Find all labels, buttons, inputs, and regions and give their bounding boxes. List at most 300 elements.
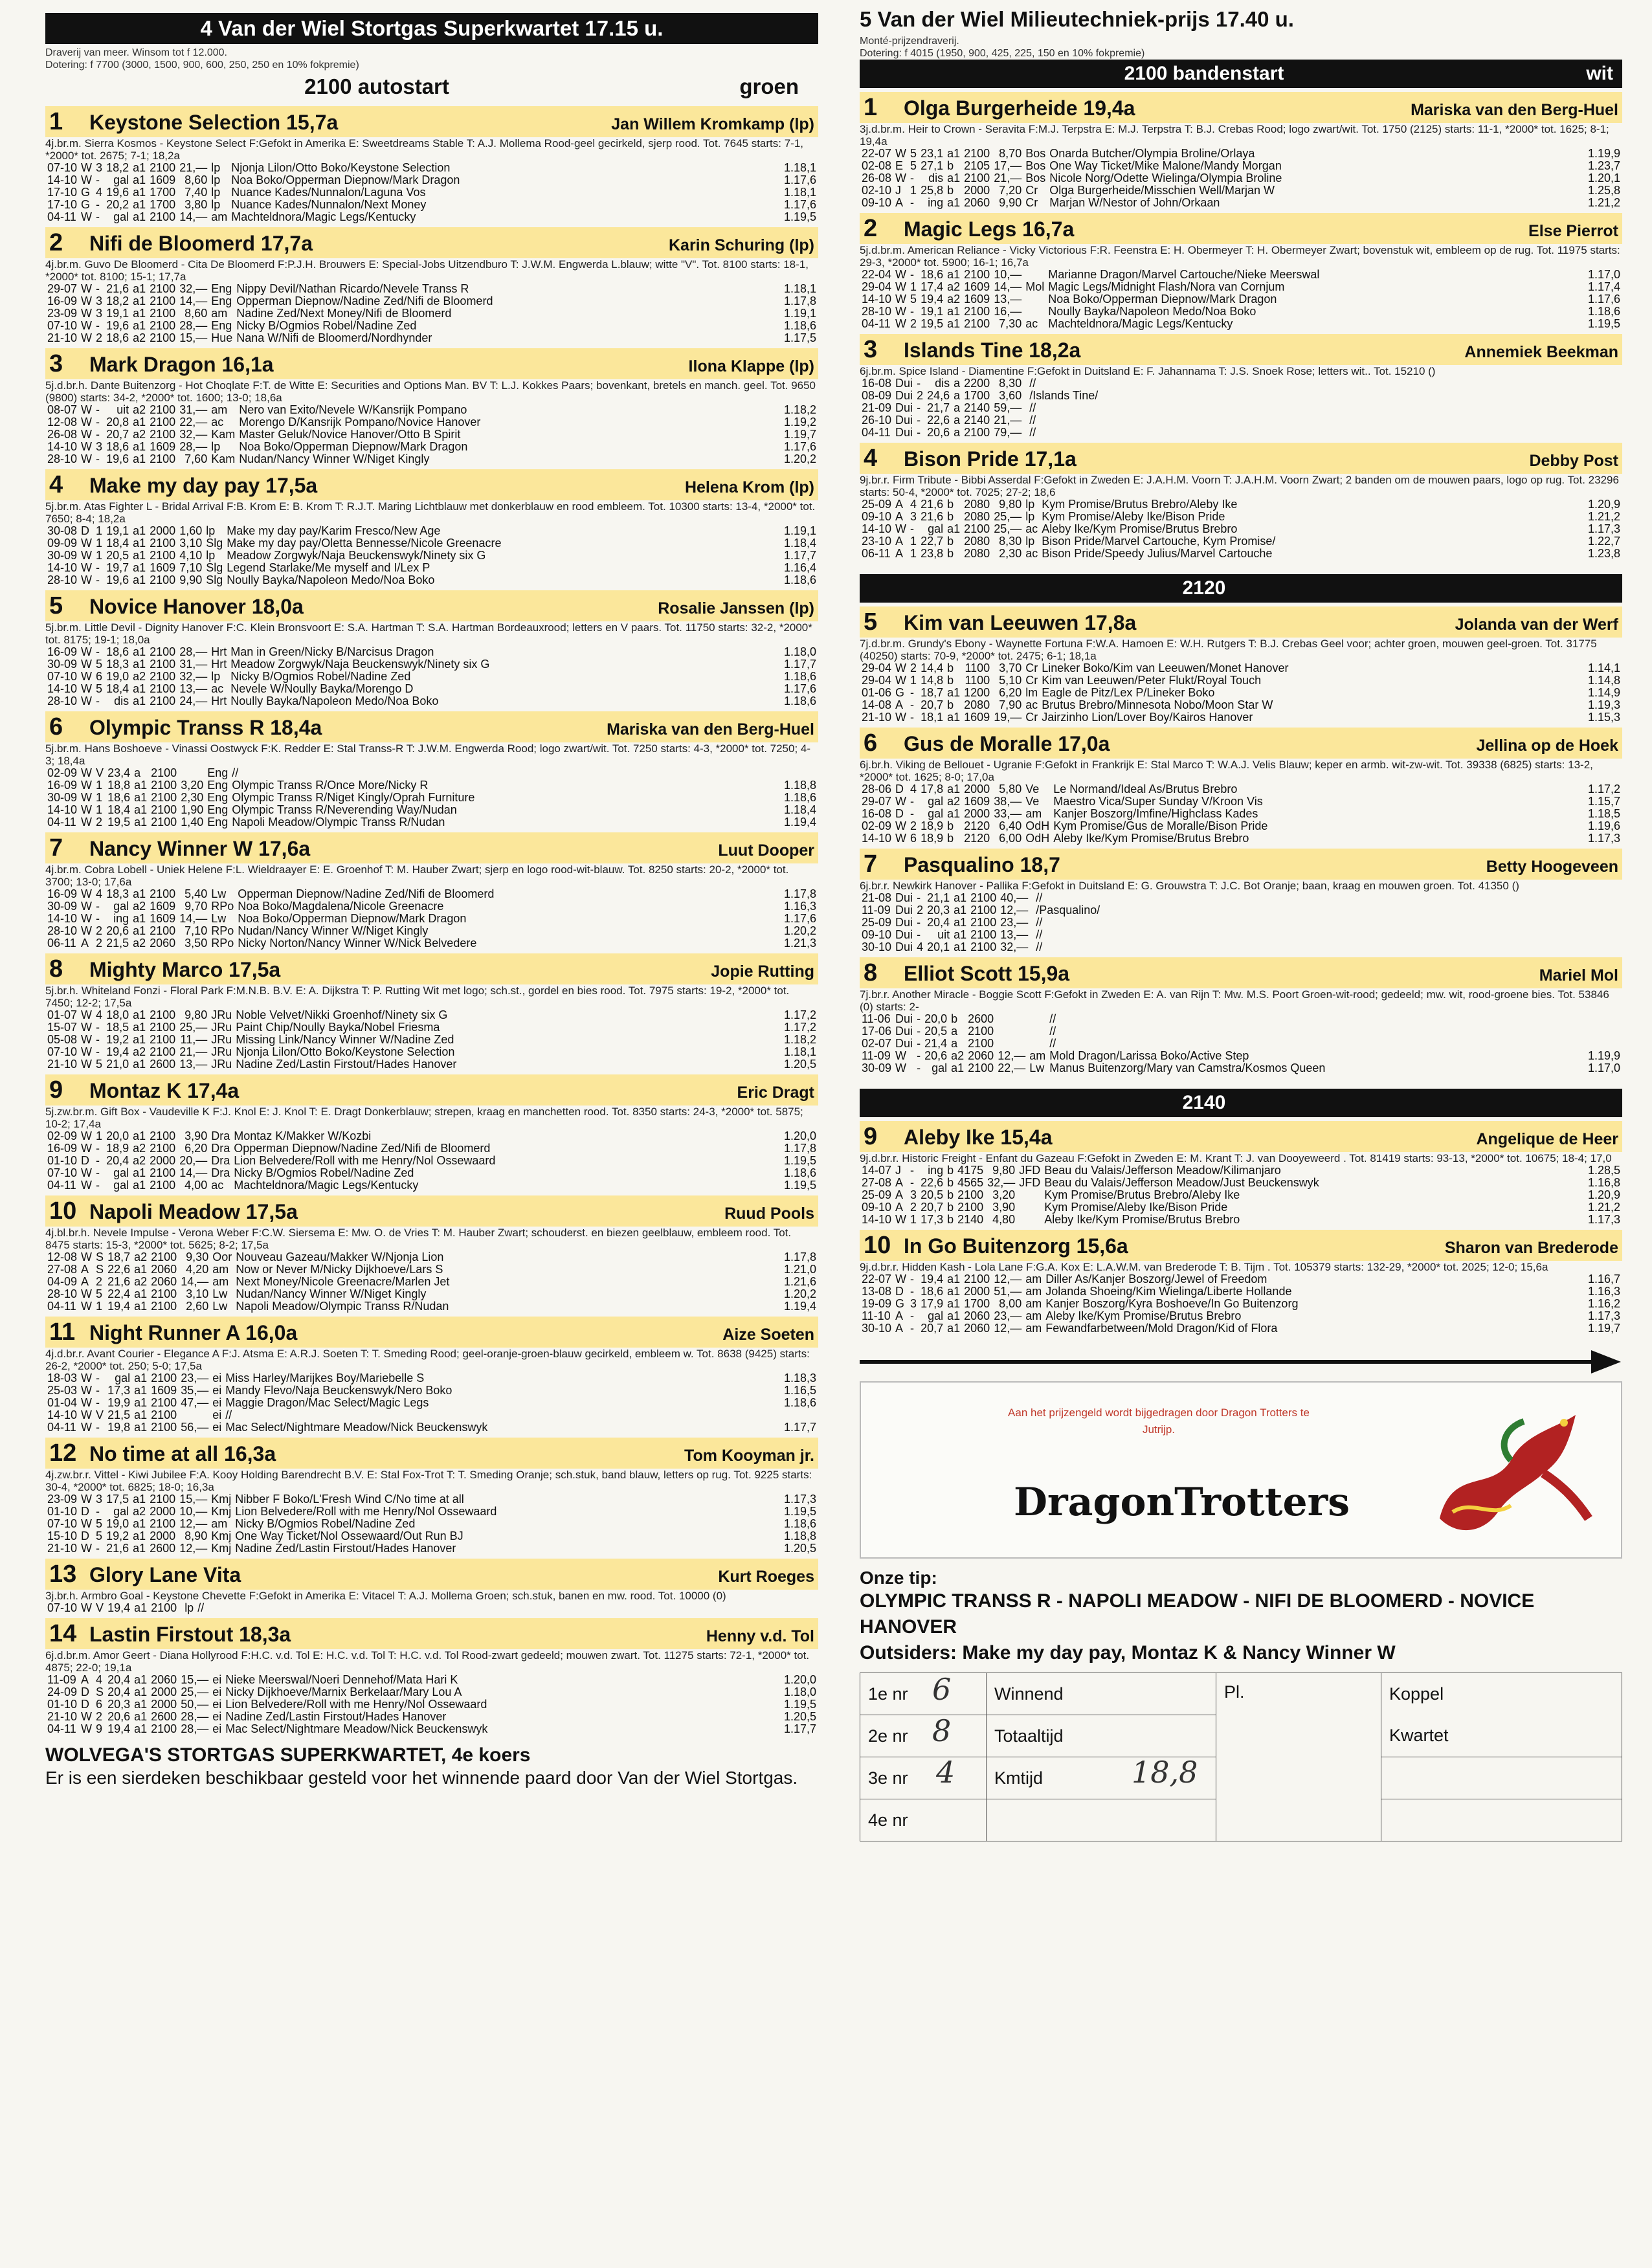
race-history-cell: A	[895, 698, 904, 711]
race-history-cell: 1.21,0	[783, 1263, 816, 1276]
race-history-cell: Slg	[206, 537, 223, 550]
driver-name: Jolanda van der Werf	[1455, 616, 1618, 634]
race-history-cell: 12,—	[994, 1273, 1022, 1285]
race-history-cell: 1.18,4	[783, 537, 816, 550]
race-history-cell: gal	[113, 210, 129, 223]
race-history-row	[45, 404, 818, 416]
race-history-cell: 14-10	[862, 522, 892, 535]
race-history-cell: 7,10	[184, 924, 208, 937]
race-history-cell: -	[96, 173, 100, 186]
race-history-cell: lp	[211, 670, 221, 683]
race-history-cell: 2100	[151, 1287, 177, 1300]
race-history-cell: Eagle de Pitz/Lex P/Lineker Boko	[1042, 686, 1215, 699]
race-history-cell: 19,4	[921, 1273, 944, 1285]
race-history-cell: 5	[96, 682, 103, 695]
race-history-cell: 1100	[965, 662, 990, 674]
race-history-row	[860, 148, 1622, 160]
race-history-cell: ac	[1025, 317, 1038, 330]
race-history-cell: 16-09	[47, 645, 78, 658]
race-history-cell: 22-04	[862, 268, 892, 281]
race-history-cell: 2100	[150, 537, 176, 550]
race-history-cell	[1618, 904, 1622, 917]
race-history-cell: W	[81, 816, 93, 828]
horse-number: 3	[864, 336, 878, 363]
race-history-row	[45, 1421, 818, 1434]
horse-number: 3	[49, 350, 63, 377]
horse-number: 4	[864, 445, 878, 472]
race-history-cell: a2	[133, 403, 146, 416]
race-history-cell: 23-09	[47, 307, 78, 320]
race-history-cell: 7,60	[184, 452, 208, 465]
race-history-cell: lp	[1025, 510, 1035, 523]
race-history-cell: 3	[96, 440, 103, 453]
race-history-row	[860, 377, 1622, 390]
race-history-cell: 30-09	[862, 1062, 892, 1074]
horse-header	[45, 1438, 818, 1469]
driver-name: Kurt Roeges	[718, 1568, 814, 1586]
race-history-cell: W	[895, 522, 907, 535]
race-history-cell: a1	[134, 1421, 148, 1434]
race-history-cell: b	[947, 510, 954, 523]
horse-pedigree: 6j.br.m. Spice Island - Diamentine F:Gefokt in Duitsland E: F. Jahannama T: J.S. Snoek Rose; letters wit.. Tot. 15210 ()	[860, 365, 1436, 377]
race-history-cell: 1.19,9	[1587, 1049, 1620, 1062]
race-history-cell: 2600	[968, 1012, 994, 1025]
horse-name: Pasqualino 18,7	[904, 853, 1060, 876]
race-history-cell: 17,3	[921, 1213, 944, 1226]
race-history-cell: Mac Select/Nightmare Meadow/Nick Beuckenswyk	[225, 1421, 488, 1434]
race-history-cell: W	[81, 1142, 93, 1155]
section-spacer	[860, 561, 1622, 574]
race-history-cell: 2100	[151, 1396, 177, 1409]
race-history-cell: D	[895, 1285, 904, 1298]
race-history-table	[45, 525, 818, 586]
race-history-cell: Missing Link/Nancy Winner W/Nadine Zed	[236, 1033, 454, 1046]
race-history-cell: 20,4	[107, 1673, 131, 1686]
race-history-cell: 14-10	[47, 803, 78, 816]
race-history-cell: 18,1	[921, 711, 944, 724]
race-history-cell: Machteldnora/Magic Legs/Kentucky	[234, 1179, 419, 1192]
race-history-cell: 4	[910, 783, 917, 795]
race-history-cell: J	[895, 184, 902, 197]
race-history-cell: //	[1029, 426, 1036, 439]
race-history-cell: 1.17,3	[1587, 1309, 1620, 1322]
race-history-cell: 6,20	[999, 686, 1022, 699]
race-history-cell: 2100	[150, 331, 176, 344]
horse-header	[45, 1195, 818, 1227]
race-history-cell: Hrt	[211, 645, 227, 658]
race-history-cell: Dui	[895, 940, 913, 953]
race-history-row	[860, 1322, 1622, 1335]
race-history-cell: 1609	[150, 561, 176, 574]
race-history-cell: 5	[96, 1058, 103, 1071]
race-history-cell: 20,7	[106, 428, 129, 441]
race-history-row	[45, 1698, 818, 1711]
results-koppel: Koppel	[1381, 1673, 1622, 1715]
race-history-cell: 56,—	[181, 1421, 209, 1434]
race-history-cell: 1.18,8	[783, 779, 816, 792]
race-history-cell: a1	[134, 1372, 148, 1384]
race-history-cell: 1.16,7	[1587, 1273, 1620, 1285]
race-history-cell: 21,6	[921, 498, 944, 511]
race-history-cell: Noa Boko/Opperman Diepnow/Mark Dragon	[239, 440, 468, 453]
race-history-cell: Machteldnora/Magic Legs/Kentucky	[231, 210, 416, 223]
race-history-cell: Nudan/Nancy Winner W/Niget Kingly	[239, 452, 430, 465]
race-history-row	[45, 537, 818, 550]
race-history-cell: 16-09	[47, 779, 78, 792]
race-history-cell: 2100	[151, 803, 177, 816]
race-history-cell: 2000	[964, 783, 990, 795]
race-history-cell: 1.17,5	[783, 331, 816, 344]
race-history-cell: W	[895, 268, 907, 281]
horse-pedigree: 5j.zw.br.m. Gift Box - Vaudeville K F:J. Knol E: J. Knol T: E. Dragt Donkerblauw; strepen, kraag en manchetten rood. Tot. 8350 starts: 24-3, *2000* tot. 5875; 10-2; 17,4a	[45, 1106, 803, 1130]
start-color: wit	[1586, 63, 1613, 84]
race-history-cell: 1.16,3	[1587, 1285, 1620, 1298]
horse-entry	[860, 957, 1622, 1074]
race-history-cell: W	[81, 1300, 93, 1313]
race-history-cell: 15-10	[47, 1529, 78, 1542]
race-history-cell: 2140	[964, 414, 990, 427]
race-history-cell: 28-06	[862, 783, 892, 795]
race-history-cell: -	[96, 1021, 100, 1034]
race-history-cell: 1.17,3	[1587, 1213, 1620, 1226]
race-history-cell: 4	[96, 186, 103, 199]
race-history-cell: -	[917, 1037, 921, 1050]
race-history-row	[860, 1189, 1622, 1201]
race-history-cell: 25-03	[47, 1384, 78, 1397]
race-history-cell: W	[895, 1049, 907, 1062]
race-history-row	[860, 832, 1622, 845]
race-history-cell: 27-08	[47, 1263, 78, 1276]
handwritten-3: 4	[936, 1755, 955, 1790]
race-history-cell: 4	[96, 1673, 103, 1686]
race-history-cell: W	[81, 1710, 93, 1723]
race-history-cell: 2100	[150, 1045, 176, 1058]
horse-name: In Go Buitenzorg 15,6a	[904, 1234, 1128, 1258]
handwritten-kmtijd: 18,8	[1132, 1755, 1198, 1790]
race-history-cell: 3	[96, 1493, 103, 1506]
race-history-row	[860, 414, 1622, 427]
race-history-row	[45, 307, 818, 320]
race-history-row	[860, 511, 1622, 523]
race-history-cell: 21,4	[924, 1037, 948, 1050]
race-history-cell: 1.21,2	[1587, 1201, 1620, 1214]
results-row	[860, 1673, 1622, 1715]
race-history-cell: 2080	[964, 498, 990, 511]
race-history-cell: 2100	[150, 549, 176, 562]
race-history-cell: Kam	[211, 452, 236, 465]
race-history-cell: 2000	[151, 1698, 177, 1711]
race-history-cell: D	[81, 1154, 90, 1167]
race-history-cell: 19,5	[107, 816, 131, 828]
race-history-cell: S	[96, 1685, 104, 1698]
race-history-cell: 2100	[957, 1188, 984, 1201]
race-history-cell	[996, 1038, 1027, 1050]
race-history-row	[45, 1723, 818, 1735]
race-history-table	[860, 1164, 1622, 1226]
race-history-cell: 2100	[150, 573, 176, 586]
race-history-cell: 21,—	[179, 161, 208, 174]
race-history-cell: 2120	[964, 819, 990, 832]
race-history-cell: Kym Promise/Gus de Moralle/Bison Pride	[1053, 819, 1268, 832]
race-history-cell: 2100	[970, 916, 997, 929]
race-history-cell: 09-10	[862, 510, 892, 523]
race-history-cell: gal	[113, 1166, 129, 1179]
race-history-cell: 21,1	[927, 891, 950, 904]
race-history-cell: Jairzinho Lion/Lover Boy/Kairos Hanover	[1042, 711, 1253, 724]
race-history-row	[45, 1251, 818, 1263]
horse-number: 8	[864, 959, 878, 986]
race-history-cell: a1	[133, 1166, 146, 1179]
race-history-cell: 18,7	[921, 686, 944, 699]
race-history-cell: 1.20,9	[1587, 498, 1620, 511]
horse-number: 14	[49, 1620, 77, 1647]
driver-name: Karin Schuring (lp)	[669, 236, 814, 254]
race-history-cell: 2100	[151, 791, 177, 804]
race-history-cell: 2060	[964, 196, 990, 209]
race-4-title: 4 Van der Wiel Stortgas Superkwartet 17.15 u.	[200, 16, 664, 40]
race-history-cell: 18,4	[107, 803, 131, 816]
race-history-cell: a2	[951, 1049, 965, 1062]
race-history-cell: 13,—	[179, 682, 208, 695]
race-history-cell: 19,0	[106, 1517, 129, 1530]
horse-header	[860, 92, 1622, 123]
race-history-cell: 2100	[150, 307, 176, 320]
race-history-row	[860, 892, 1622, 904]
right-section-list	[860, 60, 1622, 1335]
race-history-cell: 07-10	[47, 1045, 78, 1058]
race-history-cell: W	[81, 924, 93, 937]
race-history-cell: 7,30	[999, 317, 1022, 330]
race-history-cell: 18,9	[921, 832, 944, 845]
race-history-row	[860, 523, 1622, 535]
race-history-cell: //	[1036, 940, 1043, 953]
race-history-cell: 2	[910, 819, 917, 832]
race-history-cell: -	[96, 912, 100, 925]
race-history-row	[45, 295, 818, 307]
horse-header	[860, 1230, 1622, 1261]
horse-name: Nifi de Bloomerd 17,7a	[89, 232, 313, 255]
horse-pedigree: 6j.br.r. Newkirk Hanover - Pallika F:Gefokt in Duitsland E: G. Grouwstra T: J.C. Bot Oranje; baan, kraag en mouwen groen. Tot. 41350 ()	[860, 880, 1519, 892]
race-history-row	[860, 1310, 1622, 1322]
race-history-cell: 32,—	[179, 428, 208, 441]
race-history-cell: 8,60	[184, 307, 208, 320]
race-history-cell: -	[96, 645, 100, 658]
race-history-cell: JRu	[211, 1033, 232, 1046]
race-history-cell: 20,0	[924, 1012, 948, 1025]
horse-name: Montaz K 17,4a	[89, 1079, 240, 1102]
race-history-cell: 18,0	[106, 1008, 129, 1021]
race-history-cell: 2,30	[181, 791, 204, 804]
race-history-cell: b	[947, 832, 954, 845]
horse-entry	[45, 469, 818, 586]
race-history-cell: Nicky B/Ogmios Robel/Nadine Zed	[230, 670, 411, 683]
race-history-cell: 20,5	[924, 1025, 948, 1038]
race-history-cell: A	[895, 498, 904, 511]
race-history-cell: W	[895, 147, 907, 160]
race-history-cell: b	[947, 1164, 954, 1177]
race-history-cell: 22,—	[179, 416, 208, 428]
race-history-cell: a1	[133, 416, 146, 428]
race-history-cell: 1.18,0	[783, 1685, 816, 1698]
driver-name: Henny v.d. Tol	[706, 1627, 814, 1645]
race-history-cell: Next Money/Nicole Greenacre/Marlen Jet	[236, 1275, 450, 1288]
race-history-cell	[1618, 427, 1622, 439]
horse-name: Novice Hanover 18,0a	[89, 595, 304, 618]
horse-number: 4	[49, 471, 63, 498]
race-history-cell: 2100	[151, 1300, 177, 1313]
race-history-cell	[1017, 1201, 1042, 1214]
race-history-cell: Nadine Zed/Lastin Firstout/Hades Hanover	[225, 1710, 447, 1723]
race-history-cell: a1	[134, 816, 148, 828]
race-history-cell: V	[96, 766, 104, 779]
race-history-cell: 24,6	[927, 389, 950, 402]
race-history-cell: a1	[134, 1396, 148, 1409]
race-history-cell: 1.17,8	[783, 1251, 816, 1263]
race-history-cell: Bos	[1025, 172, 1046, 184]
race-history-cell: 8,70	[999, 147, 1022, 160]
race-history-cell: Dra	[211, 1129, 230, 1142]
race-history-cell: 8,30	[999, 377, 1022, 390]
horse-header	[860, 334, 1622, 365]
race-history-cell: 18,4	[106, 682, 129, 695]
race-history-cell: 2100	[964, 268, 990, 281]
race-history-cell: W	[81, 1287, 93, 1300]
race-history-cell: 23,—	[1000, 916, 1029, 929]
race-history-cell: 7,10	[179, 561, 203, 574]
race-history-cell: 14,—	[181, 1275, 209, 1288]
horse-name: Olympic Transs R 18,4a	[89, 716, 322, 739]
horse-header	[45, 953, 818, 984]
race-history-cell: Noa Boko/Opperman Diepnow/Mark Dragon	[1048, 293, 1277, 306]
race-history-cell	[1618, 892, 1622, 904]
race-history-cell: a1	[133, 1529, 146, 1542]
horse-entry	[45, 711, 818, 828]
driver-name: Sharon van Brederode	[1444, 1239, 1618, 1257]
race-history-cell: 2100	[964, 305, 990, 318]
race-history-cell: -	[96, 1154, 100, 1167]
race-history-cell: a2	[133, 428, 146, 441]
race-history-cell: Lw	[212, 1287, 228, 1300]
race-history-cell: a1	[133, 1058, 146, 1071]
race-history-row	[45, 1542, 818, 1555]
race-history-cell: 2100	[150, 695, 176, 707]
race-history-cell: 1609	[964, 711, 990, 724]
race-history-cell: 2000	[964, 807, 990, 820]
race-history-cell: 1700	[150, 186, 176, 199]
race-history-cell: W	[81, 1372, 93, 1384]
race-history-cell: 1.17,8	[783, 1142, 816, 1155]
race-history-row	[45, 1046, 818, 1058]
race-history-cell: 4	[96, 1008, 103, 1021]
results-kwartet: Kwartet	[1381, 1715, 1622, 1757]
race-history-cell	[1023, 293, 1046, 306]
race-history-cell: 1.18,0	[783, 645, 816, 658]
race-history-cell: W	[81, 1166, 93, 1179]
race-history-cell: Kam	[211, 428, 236, 441]
race-history-cell: Opperman Diepnow/Nadine Zed/Nifi de Bloomerd	[234, 1142, 491, 1155]
tip-outsiders: Outsiders: Make my day pay, Montaz K & Nancy Winner W	[860, 1642, 1396, 1663]
race-history-cell: 2100	[150, 416, 176, 428]
race-history-cell: 17-06	[862, 1025, 892, 1038]
race-history-cell: W	[81, 1601, 93, 1614]
race-history-cell: One Way Ticket/Mike Malone/Mandy Morgan	[1049, 159, 1282, 172]
race-history-cell: J	[895, 1164, 902, 1177]
sponsor-logo-text: DragonTrotters	[1014, 1480, 1350, 1525]
race-history-cell: Noa Boko/Opperman Diepnow/Mark Dragon	[231, 173, 460, 186]
race-history-cell: 2100	[151, 1421, 177, 1434]
race-history-row	[860, 1214, 1622, 1226]
race-history-cell: 2100	[150, 210, 176, 223]
race-history-cell: Mol	[1025, 280, 1045, 293]
race-history-row	[860, 1177, 1622, 1189]
race-history-cell: 1.22,7	[1587, 535, 1620, 548]
race-history-cell: 1.17,6	[783, 682, 816, 695]
race-history-cell: W	[81, 416, 93, 428]
race-history-cell: W	[81, 791, 93, 804]
race-history-cell: a1	[133, 440, 146, 453]
race-history-cell: 40,—	[1000, 891, 1029, 904]
race-history-row	[45, 199, 818, 211]
race-history-cell: Kym Promise/Brutus Brebro/Aleby Ike	[1044, 1188, 1240, 1201]
race-history-cell: 2100	[150, 658, 176, 671]
horse-entry	[45, 1195, 818, 1313]
race-history-cell: lm	[1025, 686, 1038, 699]
race-history-cell: 18,6	[106, 331, 129, 344]
race-history-table	[45, 767, 818, 828]
race-history-cell: 1	[96, 549, 103, 562]
race-history-cell: 1.28,5	[1587, 1164, 1620, 1177]
race-history-cell: Maggie Dragon/Mac Select/Magic Legs	[225, 1396, 429, 1409]
race-history-cell: 25-09	[862, 1188, 892, 1201]
race-history-cell: a1	[134, 1698, 148, 1711]
race-history-cell: a1	[133, 573, 146, 586]
race-history-cell: 18,2	[106, 161, 129, 174]
race-history-cell: a2	[133, 1045, 146, 1058]
race-history-cell: 1.19,5	[783, 210, 816, 223]
race-history-cell: Cr	[1025, 674, 1038, 687]
results-form	[860, 1673, 1622, 1841]
race-history-cell: 51,—	[994, 1285, 1022, 1298]
race-history-cell: W	[81, 549, 93, 562]
race-history-cell: Cr	[1025, 196, 1038, 209]
race-history-cell: 1	[910, 674, 917, 687]
section-spacer	[860, 1076, 1622, 1089]
race-history-cell: a2	[133, 331, 146, 344]
race-history-cell: Kmj	[211, 1529, 232, 1542]
race-history-cell: 19,4	[107, 1601, 131, 1614]
race-history-cell: 09-10	[862, 928, 892, 941]
horse-pedigree: 5j.br.m. Hans Boshoeve - Vinassi Oostwyck F:K. Redder E: Stal Transs-R T: J.W.M. Engwerda Rood; logo zwart/wit. Tot. 7250 starts: 4-3, *2000* tot. 7250; 4-3; 18,4a	[45, 742, 811, 767]
driver-name: Luut Dooper	[718, 841, 814, 860]
race-history-row	[860, 1062, 1622, 1074]
race-history-cell: Make my day pay/Karim Fresco/New Age	[227, 524, 441, 537]
horse-entry	[860, 213, 1622, 330]
race-history-cell: 19,4	[921, 293, 944, 306]
race-history-cell: 3	[96, 161, 103, 174]
race-history-cell: W	[895, 280, 907, 293]
race-history-cell: 1.20,5	[783, 1542, 816, 1555]
race-history-cell: b	[947, 1213, 954, 1226]
race-history-cell: 2	[917, 389, 924, 402]
race-history-cell: W	[81, 452, 93, 465]
race-history-cell: Noully Bayka/Napoleon Medo/Noa Boko	[230, 695, 439, 707]
race-history-cell: 1.21,3	[783, 937, 816, 950]
results-empty	[1381, 1757, 1622, 1799]
race-history-cell: W	[895, 711, 907, 724]
race-history-cell: 20,6	[924, 1049, 948, 1062]
race-history-cell: Noble Velvet/Nikki Groenhof/Ninety six G	[236, 1008, 448, 1021]
race-history-cell: a1	[134, 779, 148, 792]
